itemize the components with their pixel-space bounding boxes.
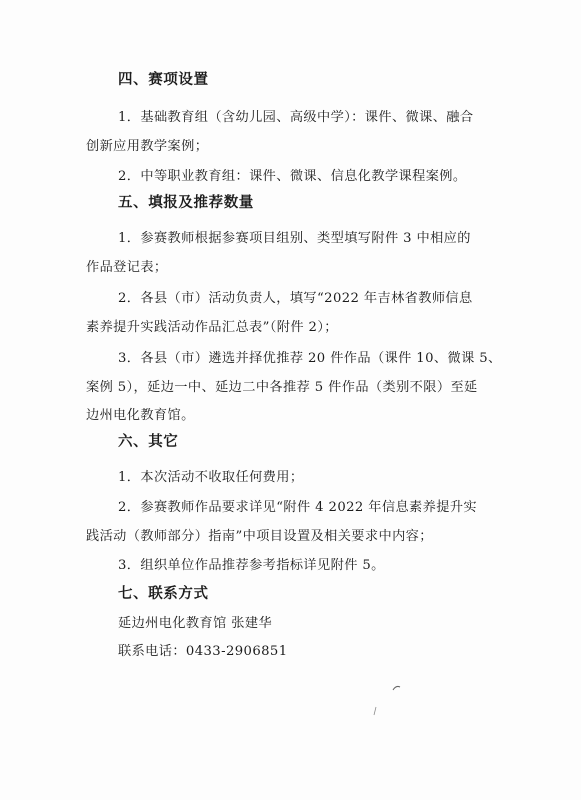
section-5-line-4: 素养提升实践活动作品汇总表”（附件 2）；: [86, 320, 338, 335]
section-5-line-2: 作品登记表；: [86, 260, 168, 275]
section-4-line-2: 创新应用教学案例；: [86, 139, 209, 154]
section-6-line-3: 践活动（教师部分）指南”中项目设置及相关要求中内容；: [86, 529, 433, 544]
section-heading-5: 五、填报及推荐数量: [118, 195, 254, 211]
section-5-line-6: 案例 5），延边一中、延边二中各推荐 5 件作品（类别不限）至延: [86, 380, 478, 395]
section-heading-7: 七、联系方式: [118, 586, 209, 602]
section-5-line-1: 1．参赛教师根据参赛项目组别、类型填写附件 3 中相应的: [118, 231, 471, 246]
scan-mark-2: [372, 706, 378, 716]
scan-mark: [392, 684, 402, 692]
section-4-line-3: 2．中等职业教育组：课件、微课、信息化教学课程案例。: [118, 169, 467, 184]
section-heading-4: 四、赛项设置: [118, 72, 209, 88]
contact-organization: 延边州电化教育馆 张建华: [118, 616, 273, 631]
section-heading-6: 六、其它: [118, 434, 179, 450]
section-6-line-2: 2．参赛教师作品要求详见“附件 4 2022 年信息素养提升实: [118, 500, 477, 515]
contact-phone: 联系电话：0433-2906851: [118, 644, 288, 659]
section-5-line-5: 3．各县（市）遴选并择优推荐 20 件作品（课件 10、微课 5、: [118, 351, 502, 366]
section-4-line-1: 1．基础教育组（含幼儿园、高级中学）：课件、微课、融合: [118, 110, 474, 125]
section-6-line-4: 3．组织单位作品推荐参考指标详见附件 5。: [118, 558, 385, 573]
section-5-line-7: 边州电化教育馆。: [86, 408, 195, 423]
section-6-line-1: 1．本次活动不收取任何费用；: [118, 470, 304, 485]
section-5-line-3: 2．各县（市）活动负责人，填写“2022 年吉林省教师信息: [118, 291, 473, 306]
